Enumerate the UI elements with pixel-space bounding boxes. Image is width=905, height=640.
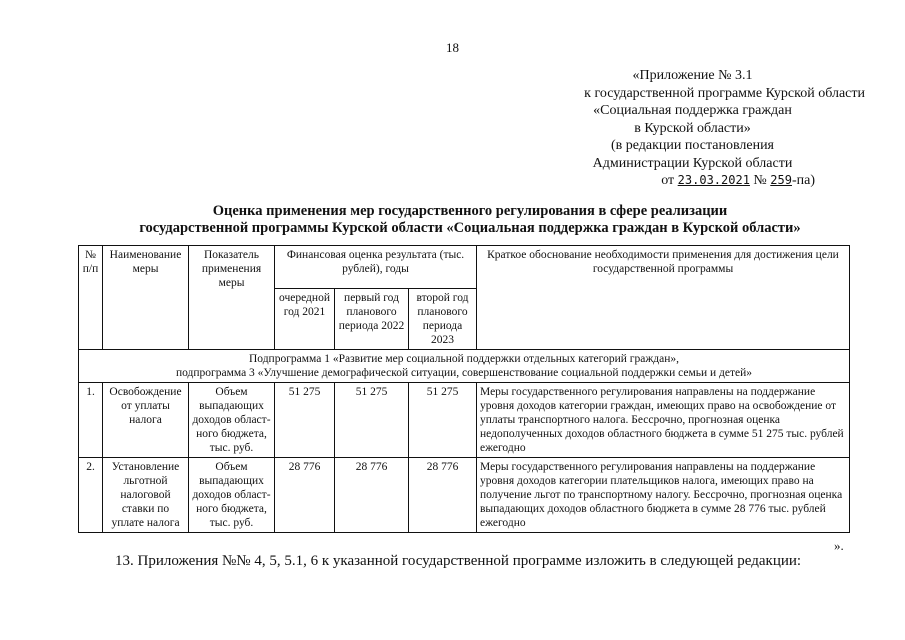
number-suffix: -па) [791,173,815,188]
subprogram-cell [79,350,850,383]
header-name: Наименование меры [103,246,189,350]
resolution-date-line [520,172,865,190]
row-justification: Меры государственного регулирования направлены на поддержание уровня доходов категории плательщиков налога, имеющих право на получение льгот по транспортному налогу. Бессрочно, прогнозная оценка выпадающих доходов областного бюджета в сумме 28 776 тыс. рублей ежегодно [477,458,850,533]
appendix-header [520,67,865,190]
regulation-table [78,245,850,533]
row-indicator: Объем выпадающих доходов област-ного бюджета, тыс. руб. [189,383,275,458]
appendix-line: к государственной программе Курской области [584,85,865,101]
resolution-date: 23.03.2021 [677,173,750,187]
header-num: № п/п [79,246,103,350]
row-name: Установление льготной налоговой ставки по уплате налога [103,458,189,533]
row-num: 1. [79,383,103,458]
row-value-2023: 51 275 [409,383,477,458]
appendix-line: Администрации Курской области [592,155,793,171]
row-value-2022: 28 776 [335,458,409,533]
page-number: 18 [446,40,459,55]
document-title [70,203,870,237]
closing-quote: ». [834,538,844,553]
date-prefix: от [661,173,675,188]
header-year-2023: второй год планового периода 2023 [409,289,477,350]
row-value-2021: 51 275 [275,383,335,458]
header-year-2021: очередной год 2021 [275,289,335,350]
appendix-line: «Приложение № 3.1 [632,68,753,83]
row-value-2022: 51 275 [335,383,409,458]
row-value-2023: 28 776 [409,458,477,533]
appendix-line: в Курской области» [634,120,751,136]
header-indicator: Показатель применения меры [189,246,275,350]
resolution-number: 259 [770,173,792,187]
number-prefix: № [753,173,767,188]
header-year-2022: первый год планового периода 2022 [335,289,409,350]
row-justification: Меры государственного регулирования направлены на поддержание уровня доходов категории граждан, имеющих право на освобождение от уплаты транспортного налога. Бессрочно, прогнозная оценка недополученных доходов областного бюджета в сумме 51 275 тыс. рублей ежегодно [477,383,850,458]
appendix-line: (в редакции постановления [610,138,775,153]
row-value-2021: 28 776 [275,458,335,533]
table-row [79,383,850,458]
header-finance: Финансовая оценка результата (тыс. рублей), годы [275,246,477,289]
title-line: государственной программы Курской области «Социальная поддержка граждан в Курской области» [139,220,801,236]
header-justification: Краткое обоснование необходимости применения для достижения цели государственной программы [477,246,850,350]
amendment-text: 13. Приложения №№ 4, 5, 5.1, 6 к указанной государственной программе изложить в следующей редакции: [115,553,802,569]
table-header-row [79,246,850,289]
appendix-line: «Социальная поддержка граждан [593,103,792,118]
table-row [79,458,850,533]
row-num: 2. [79,458,103,533]
subprogram-row [79,350,850,383]
row-indicator: Объем выпадающих доходов област-ного бюджета, тыс. руб. [189,458,275,533]
subprogram-line: подпрограмма 3 «Улучшение демографической ситуации, совершенствование социальной поддержки семьи и детей» [175,367,753,379]
subprogram-line: Подпрограмма 1 «Развитие мер социальной поддержки отдельных категорий граждан», [248,353,680,365]
title-line: Оценка применения мер государственного регулирования в сфере реализации [212,203,728,219]
row-name: Освобождение от уплаты налога [103,383,189,458]
